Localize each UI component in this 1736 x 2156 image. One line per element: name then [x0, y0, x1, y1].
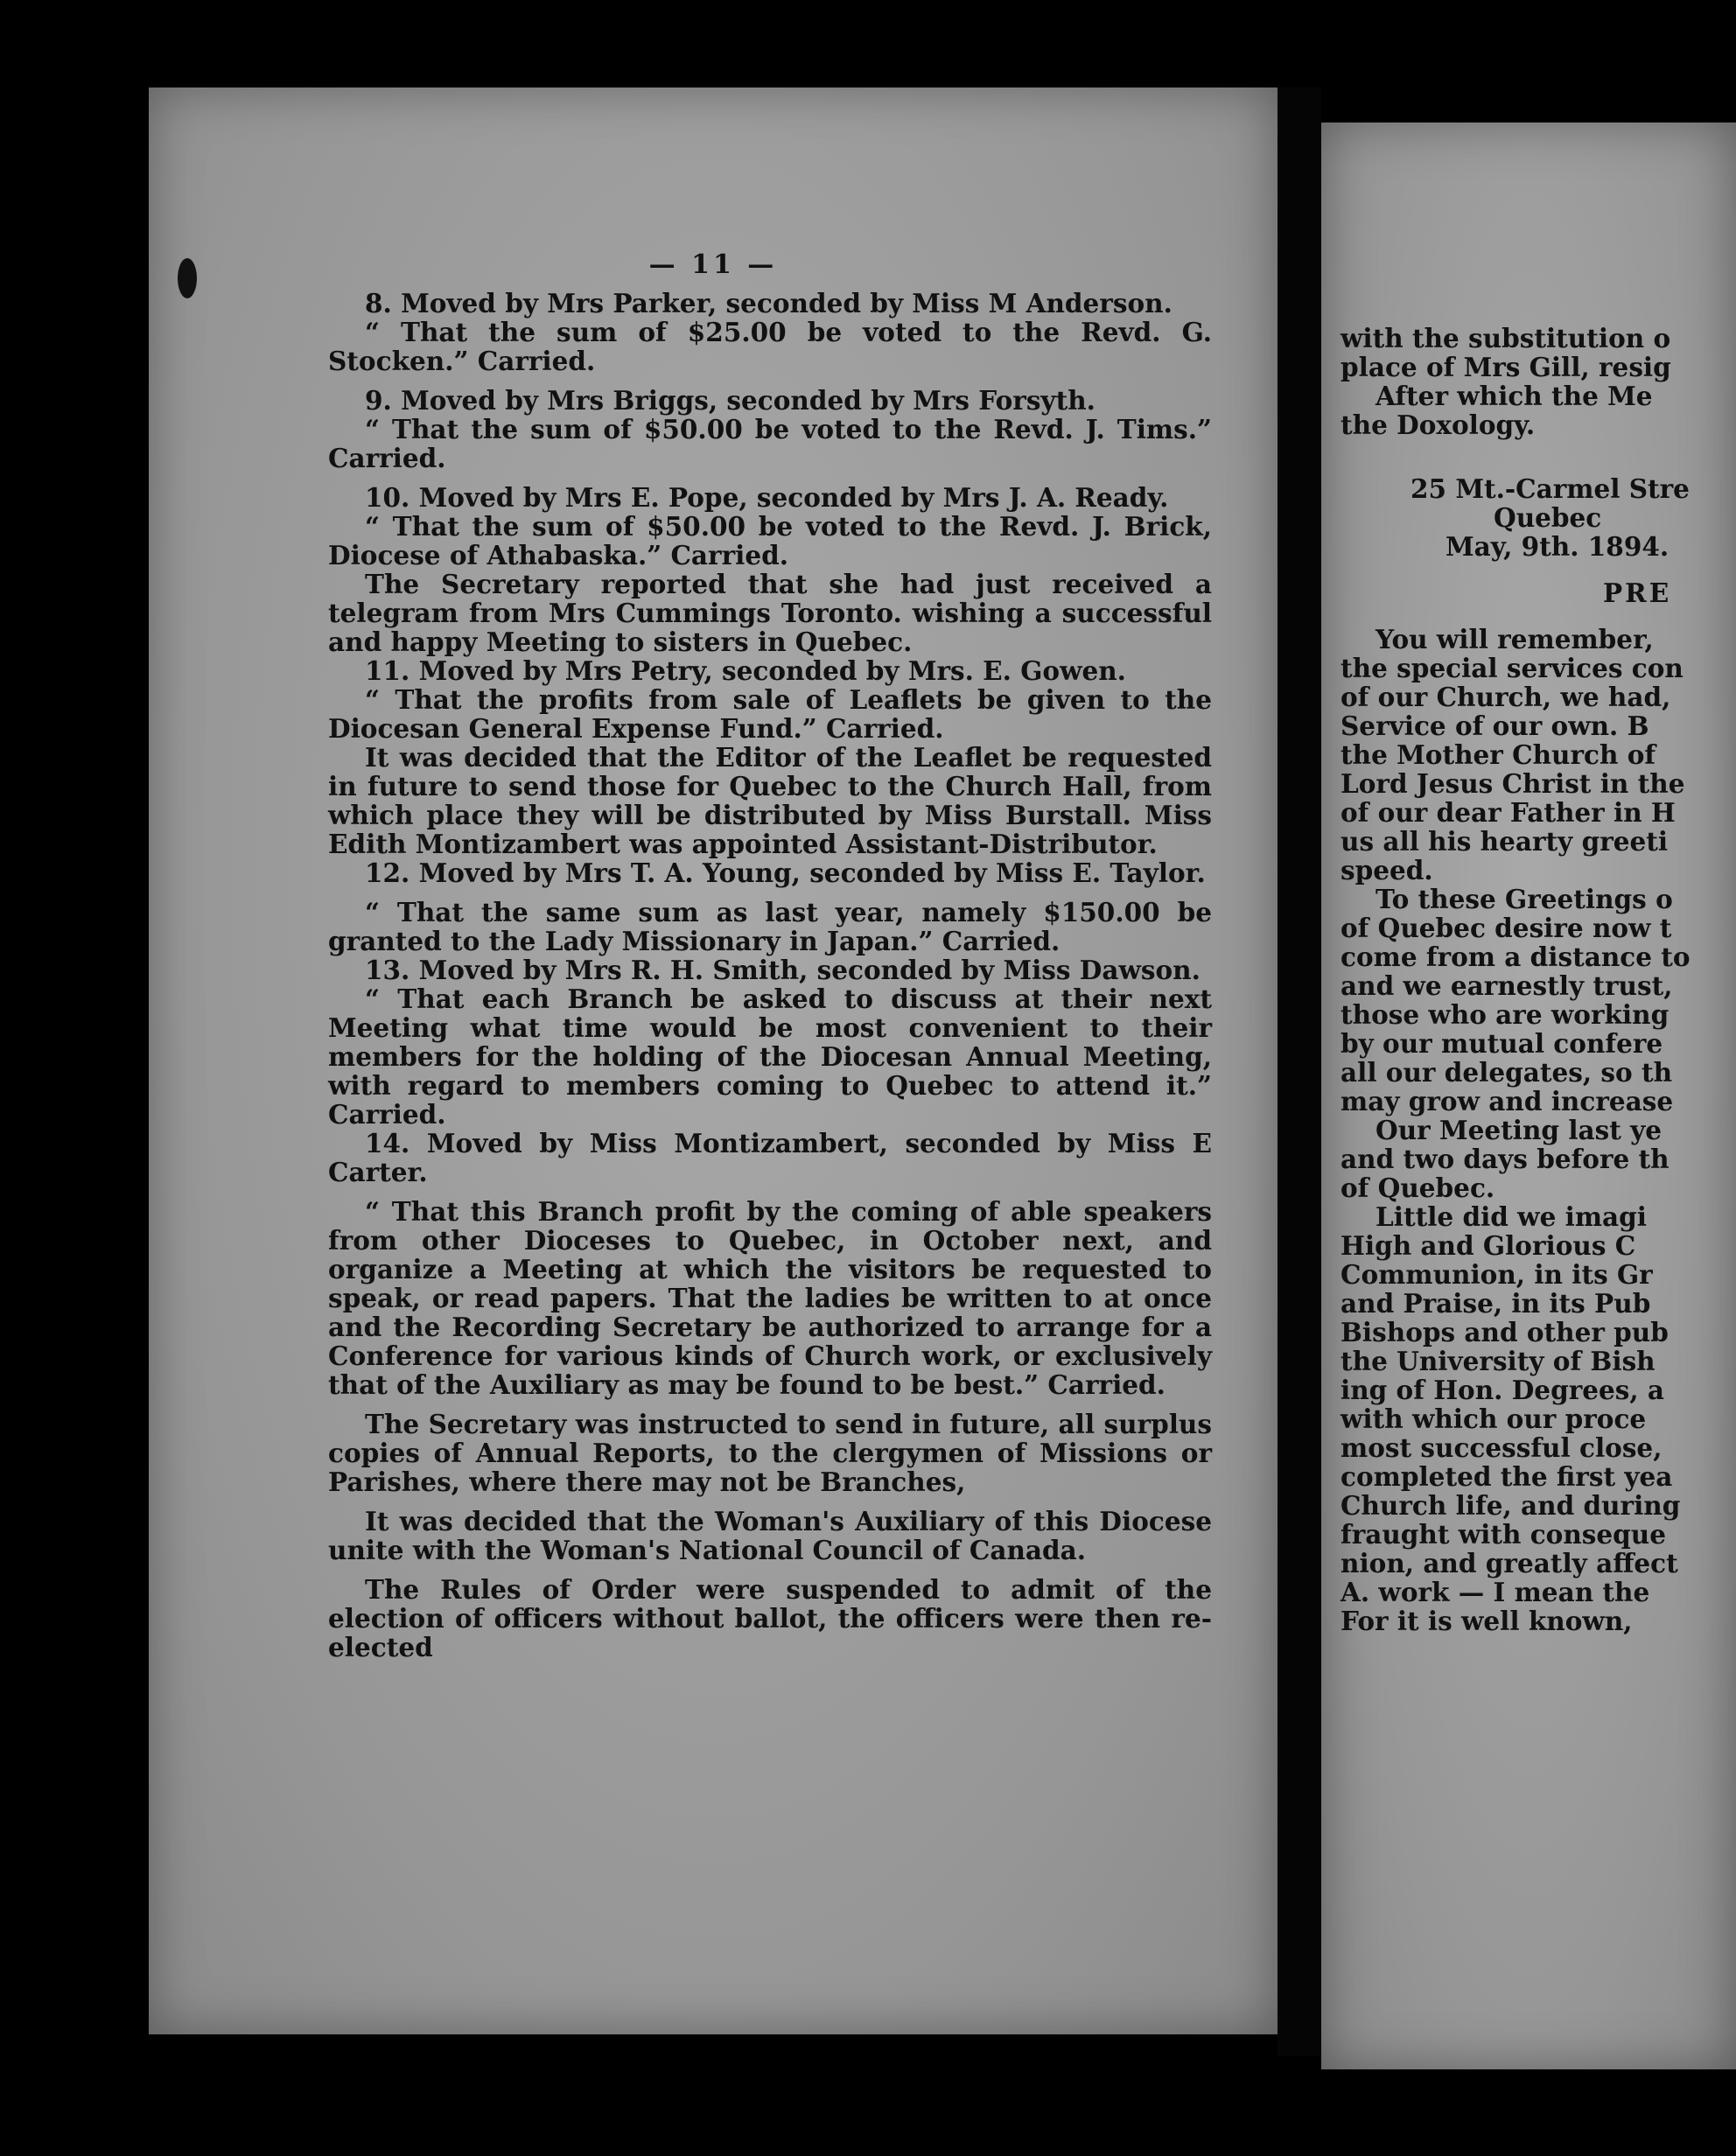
text-line: Little did we imagi	[1376, 1201, 1647, 1232]
text-line: the Mother Church of	[1340, 739, 1656, 770]
text-line: May, 9th. 1894.	[1446, 531, 1670, 562]
text-line: completed the first yea	[1340, 1461, 1673, 1492]
paragraph: The Secretary reported that she had just received a telegram from Mrs Cummings Toronto. wishing a successful and happy Meeting to sisters in Quebec.	[328, 569, 1212, 657]
ink-blot	[178, 258, 197, 298]
section-heading: PRE	[1603, 578, 1672, 608]
text-line: come from a distance to	[1340, 942, 1690, 972]
paragraph: 8. Moved by Mrs Parker, seconded by Miss M Anderson.	[365, 288, 1172, 318]
text-line: of our dear Father in H	[1340, 797, 1676, 828]
page-gutter	[1278, 88, 1321, 2056]
text-line: may grow and increase	[1340, 1086, 1674, 1116]
text-line: After which the Me	[1376, 381, 1653, 411]
paragraph: It was decided that the Editor of the Leaflet be requested in future to send those for Quebec to the Church Hall, from which place they will be distributed by Miss Burstall. Miss Edith Montizambert was appointed Assistant-Distributor.	[328, 742, 1212, 859]
paragraph: 14. Moved by Miss Montizambert, seconded by Miss E Carter.	[328, 1128, 1212, 1187]
paragraph: “ That this Branch profit by the coming of able speakers from other Dioceses to Quebec, in October next, and organize a Meeting at which the visitors be requested to speak, or read papers. That the ladies be written to at once and the Recording Secretary be authorized to arrange for a Conference for various kinds of Church work, or exclusively that of the Auxiliary as may be found to be best.” Carried.	[328, 1196, 1212, 1400]
text-line: place of Mrs Gill, resig	[1340, 352, 1671, 382]
text-line: and we earnestly trust,	[1340, 970, 1673, 1001]
paragraph: “ That the profits from sale of Leaflets be given to the Diocesan General Expense Fund.” Carried.	[328, 684, 1212, 744]
paragraph: The Secretary was instructed to send in future, all surplus copies of Annual Reports, to the clergymen of Missions or Parishes, where there may not be Branches,	[328, 1409, 1212, 1497]
paragraph: 11. Moved by Mrs Petry, seconded by Mrs. E. Gowen.	[365, 655, 1126, 686]
paragraph: 13. Moved by Mrs R. H. Smith, seconded by Miss Dawson.	[365, 955, 1200, 985]
left-page	[149, 88, 1278, 2034]
paragraph: “ That the sum of $50.00 be voted to the Revd. J. Brick, Diocese of Athabaska.” Carried.	[328, 511, 1212, 570]
text-line: 25 Mt.-Carmel Stre	[1410, 473, 1690, 504]
text-line: and two days before th	[1340, 1144, 1670, 1174]
text-line: High and Glorious C	[1340, 1230, 1636, 1261]
text-line: Communion, in its Gr	[1340, 1259, 1653, 1290]
left-page-text	[328, 289, 1212, 1662]
text-line: Our Meeting last ye	[1376, 1115, 1662, 1145]
text-line: all our delegates, so th	[1340, 1057, 1673, 1088]
text-line: To these Greetings o	[1376, 884, 1673, 914]
text-line: those who are working	[1340, 999, 1670, 1030]
right-page-text	[1340, 324, 1736, 1635]
paragraph: 10. Moved by Mrs E. Pope, seconded by Mrs J. A. Ready.	[365, 482, 1169, 513]
text-line: most successful close,	[1340, 1432, 1662, 1463]
paragraph: “ That each Branch be asked to discuss at their next Meeting what time would be most convenient to their members for the holding of the Diocesan Annual Meeting, with regard to members coming to Quebec to attend it.” Carried.	[328, 984, 1212, 1130]
text-line: Service of our own. B	[1340, 710, 1649, 741]
text-line: Church life, and during	[1340, 1490, 1681, 1521]
text-line: with which our proce	[1340, 1404, 1647, 1434]
text-line: ing of Hon. Degrees, a	[1340, 1375, 1665, 1405]
paragraph: 9. Moved by Mrs Briggs, seconded by Mrs Forsyth.	[365, 385, 1096, 416]
paragraph: It was decided that the Woman's Auxiliary of this Diocese unite with the Woman's National Council of Canada.	[328, 1506, 1212, 1565]
text-line: and Praise, in its Pub	[1340, 1288, 1651, 1319]
text-line: by our mutual confere	[1340, 1028, 1663, 1059]
text-line: with the substitution o	[1340, 323, 1671, 354]
text-line: Bishops and other pub	[1340, 1317, 1669, 1348]
text-line: the Doxology.	[1340, 410, 1536, 440]
text-line: Quebec	[1494, 502, 1602, 533]
text-line: the University of Bish	[1340, 1346, 1656, 1376]
text-line: Lord Jesus Christ in the	[1340, 768, 1685, 799]
text-line: of Quebec desire now t	[1340, 913, 1672, 943]
text-line: A. work — I mean the	[1340, 1577, 1650, 1607]
text-line: the special services con	[1340, 653, 1684, 683]
text-line: speed.	[1340, 855, 1433, 886]
paragraph: “ That the sum of $25.00 be voted to the Revd. G. Stocken.” Carried.	[328, 317, 1212, 376]
paragraph: The Rules of Order were suspended to admit of the election of officers without ballot, the officers were then re-elected	[328, 1574, 1212, 1662]
paragraph: “ That the same sum as last year, namely $150.00 be granted to the Lady Missionary in Japan.” Carried.	[328, 897, 1212, 956]
text-line: of Quebec.	[1340, 1172, 1495, 1203]
page-number: — 11 —	[648, 249, 778, 280]
paragraph: 12. Moved by Mrs T. A. Young, seconded by Miss E. Taylor.	[365, 858, 1206, 888]
text-line: nion, and greatly affect	[1340, 1548, 1678, 1578]
text-line: of our Church, we had,	[1340, 682, 1671, 712]
text-line: For it is well known,	[1340, 1606, 1633, 1636]
text-line: You will remember,	[1376, 624, 1654, 654]
text-line: us all his hearty greeti	[1340, 826, 1669, 857]
right-page	[1321, 122, 1736, 2069]
paragraph: “ That the sum of $50.00 be voted to the Revd. J. Tims.” Carried.	[328, 414, 1212, 473]
text-line: fraught with conseque	[1340, 1519, 1667, 1550]
